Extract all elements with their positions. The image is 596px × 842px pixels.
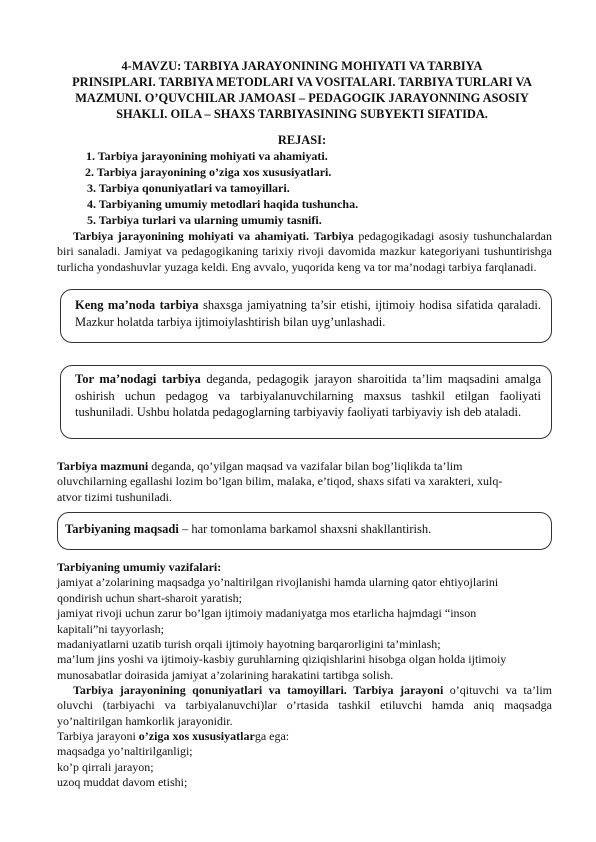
intro-bold-heading: Tarbiya jarayonining mohiyati va ahamiyati. (73, 229, 310, 243)
laws-term: Tarbiya jarayoni (353, 683, 444, 697)
goal-term: Tarbiyaning maqsadi (65, 522, 179, 536)
title-line: 4-MAVZU: TARBIYA JARAYONINING MOHIYATI VA TARBIYA (121, 59, 483, 73)
content-text: atvor tizimi tushuniladi. (57, 489, 172, 504)
task-line: munosabatlar doirasida jamiyat a’zolarining harakatini tartibga solish. (57, 667, 394, 682)
plan-list (86, 148, 358, 228)
task-line: jamiyat a’zolarining maqsadga yo’naltirilgan rivojlanishi hamda ularning qator ehtiyojlarini (57, 575, 499, 590)
content-text: deganda, qo’yilgan maqsad va vazifalar bilan bog’liqlikda ta’lim (148, 459, 463, 473)
features-section (57, 729, 552, 791)
title-line: PRINSIPLARI. TARBIYA METODLARI VA VOSITALARI. TARBIYA TURLARI VA (72, 75, 532, 89)
box-term: Keng ma’noda tarbiya (75, 298, 199, 312)
box-text: deganda, pedagogik jarayon sharoitida ta’lim maqsadini amalga oshirish uchun pedagog va tarbiyalanuvchilarning maxsus tashkil etilgan faoliyati tushuniladi. Ushbu holatda pedagoglarning tarbiyaviy faoliyati tarbiyaviy ish deb ataladi. (75, 372, 541, 419)
box-text: shaxsga jamiyatning ta’sir etishi, ijtimoiy hodisa sifatida qaraladi. Mazkur holatda tarbiya ijtimoiylashtirish bilan uyg’unlashadi. (75, 298, 541, 329)
tasks-section (57, 560, 552, 683)
laws-paragraph (57, 683, 552, 729)
definition-box-broad (60, 289, 552, 343)
plan-item: 3. Tarbiya qonuniyatlari va tamoyillari. (87, 181, 290, 195)
content-term: Tarbiya mazmuni (57, 459, 149, 473)
definition-box-narrow (60, 365, 552, 439)
laws-text: o’qituvchi va ta’lim oluvchi (tarbiyachi va tarbiyalanuvchi)lar o’rtasida tashkil etiluvchi hamda aniq maqsadga yo’naltirilgan hamkorlik jarayonidir. (57, 683, 553, 728)
task-line: qondirish uchun shart-sharoit yaratish; (57, 590, 242, 605)
intro-text: pedagogikadagi asosiy tushunchalardan biri sanaladi. Jamiyat va pedagogikaning tarixiy rivoji davomida mazkur kategoriyani tushuntirishga turlicha yondashuvlar yuzaga keldi. Eng avvalo, yuqorida keng va tor ma’nodagi tarbiya farqlanadi. (57, 229, 552, 274)
title-line: SHAKLI. OILA – SHAXS TARBIYASINING SUBYEKTI SIFATIDA. (116, 107, 488, 121)
task-line: ma’lum jins yoshi va ijtimoiy-kasbiy guruhlarning qiziqishlarini hisobga olgan holda ijtimoiy (57, 652, 507, 667)
box-term: Tor ma’nodagi tarbiya (75, 372, 201, 386)
feature-line: uzoq muddat davom etishi; (57, 775, 188, 790)
goal-text: – har tomonlama barkamol shaxsni shakllantirish. (178, 522, 432, 536)
laws-heading: Tarbiya jarayonining qonuniyatlari va tamoyillari. (73, 683, 347, 697)
content-text: oluvchilarning egallashi lozim bo’lgan bilim, malaka, e’tiqod, shaxs sifati va xarakteri, xulq- (57, 474, 503, 489)
features-intro: Tarbiya jarayoni (57, 729, 139, 743)
feature-line: maqsadga yo’naltirilganligi; (57, 744, 193, 759)
title-line: MAZMUNI. O’QUVCHILAR JAMOASI – PEDAGOGIK JARAYONNING ASOSIY (75, 91, 529, 105)
plan-item: 2. Tarbiya jarayonining o’ziga xos xususiyatlari. (85, 165, 332, 179)
content-paragraph (57, 459, 552, 505)
task-line: kapitali”ni tayyorlash; (57, 621, 164, 636)
intro-bold-term: Tarbiya (313, 229, 354, 243)
feature-line: ko’p qirrali jarayon; (57, 759, 154, 774)
tasks-heading: Tarbiyaning umumiy vazifalari: (57, 560, 222, 574)
plan-item: 5. Tarbiya turlari va ularning umumiy tasnifi. (87, 213, 322, 227)
features-suffix: ga ega: (254, 729, 290, 743)
page-title (52, 58, 552, 122)
plan-heading: REJASI: (277, 133, 327, 147)
intro-paragraph (57, 229, 552, 275)
plan-item: 1. Tarbiya jarayonining mohiyati va ahamiyati. (86, 149, 328, 163)
task-line: madaniyatlarni uzatib turish orqali ijtimoiy hayotning barqarorligini ta’minlash; (57, 637, 441, 652)
task-line: jamiyat rivoji uchun zarur bo’lgan ijtimoiy madaniyatga mos etarlicha hajmdagi “inson (57, 606, 477, 621)
features-term: o’ziga xos xususiyatlar (138, 729, 255, 743)
plan-item: 4. Tarbiyaning umumiy metodlari haqida tushuncha. (87, 197, 359, 211)
goal-box (57, 512, 552, 550)
